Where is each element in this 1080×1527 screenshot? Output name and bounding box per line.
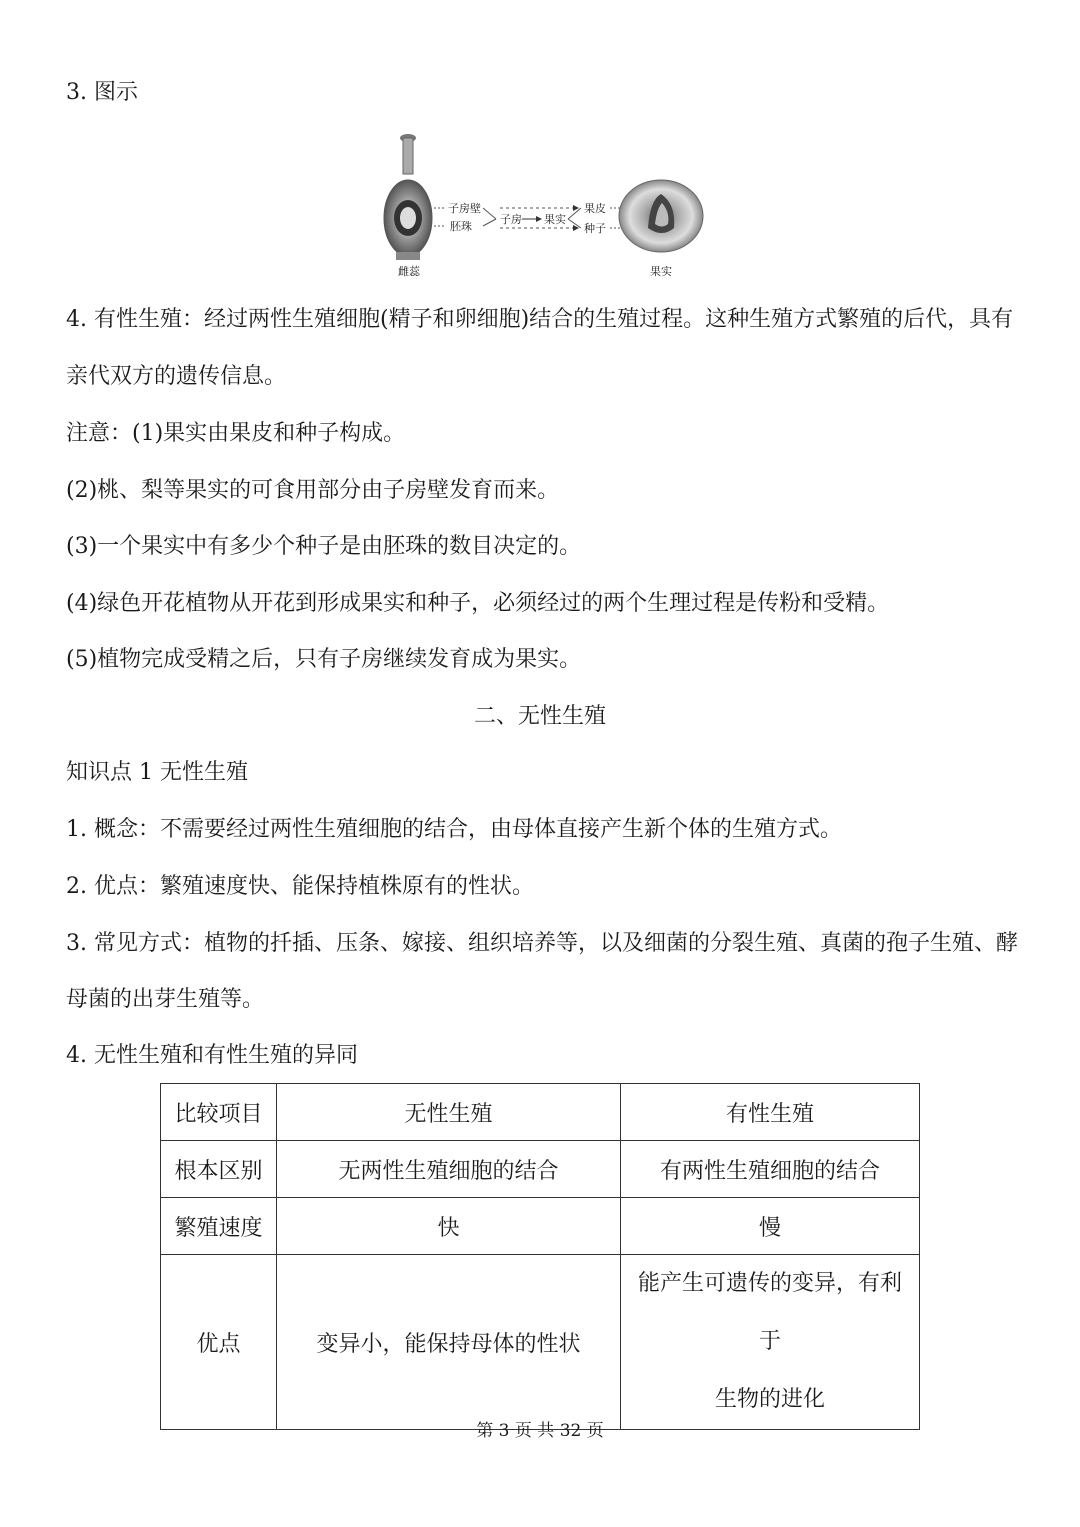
- table-cell: 无两性生殖细胞的结合: [277, 1141, 621, 1198]
- table-cell: 优点: [161, 1255, 277, 1430]
- note-3: (3)一个果实中有多少个种子是由胚珠的数目决定的。: [66, 534, 582, 559]
- item-3-title: 3. 图示: [66, 80, 138, 105]
- table-cell: 有两性生殖细胞的结合: [621, 1141, 920, 1198]
- label-pericarp: 果皮: [584, 202, 606, 215]
- table-header-cell: 有性生殖: [621, 1084, 920, 1141]
- label-ovary-wall: 子房壁: [448, 202, 481, 215]
- table-header-cell: 比较项目: [161, 1084, 277, 1141]
- note-5: (5)植物完成受精之后，只有子房继续发育成为果实。: [66, 647, 582, 672]
- table-cell-line: 能产生可遗传的变异，有利于: [637, 1271, 902, 1354]
- label-ovary: 子房: [500, 213, 522, 226]
- label-seed: 种子: [584, 222, 606, 235]
- table-row: [161, 1198, 920, 1255]
- table-cell: 根本区别: [161, 1141, 277, 1198]
- table-cell-line: 生物的进化: [714, 1387, 825, 1412]
- point-3-line-2: 母菌的出芽生殖等。: [66, 987, 265, 1012]
- table-cell: [621, 1255, 920, 1430]
- label-pistil: 雌蕊: [398, 265, 420, 278]
- point-1-concept: 1. 概念：不需要经过两性生殖细胞的结合，由母体直接产生新个体的生殖方式。: [66, 817, 842, 842]
- table-header-row: [161, 1084, 920, 1141]
- pistil-to-fruit-diagram: [378, 128, 708, 280]
- table-row: [161, 1141, 920, 1198]
- fruit-figure: [619, 180, 703, 252]
- item-4-line-1: 4. 有性生殖：经过两性生殖细胞(精子和卵细胞)结合的生殖过程。这种生殖方式繁殖的后代，具有: [66, 307, 1014, 332]
- table-cell: 繁殖速度: [161, 1198, 277, 1255]
- table-row: [161, 1255, 920, 1430]
- point-3-line-1: 3. 常见方式：植物的扦插、压条、嫁接、组织培养等，以及细菌的分裂生殖、真菌的孢子生殖、酵: [66, 931, 1018, 956]
- table-cell: 变异小，能保持母体的性状: [277, 1255, 621, 1430]
- pistil-figure: [384, 134, 432, 260]
- point-2-advantage: 2. 优点：繁殖速度快、能保持植株原有的性状。: [66, 874, 534, 899]
- label-fruit: 果实: [650, 265, 672, 278]
- knowledge-point-1: 知识点 1 无性生殖: [66, 760, 248, 785]
- section-heading: 二、无性生殖: [473, 704, 606, 729]
- label-ovule: 胚珠: [450, 220, 472, 233]
- note-2: (2)桃、梨等果实的可食用部分由子房壁发育而来。: [66, 478, 560, 503]
- page-footer: 第 3 页 共 32 页: [476, 1421, 604, 1441]
- item-4-line-2: 亲代双方的遗传信息。: [66, 364, 287, 389]
- table-header-cell: 无性生殖: [277, 1084, 621, 1141]
- note-4: (4)绿色开花植物从开花到形成果实和种子，必须经过的两个生理过程是传粉和受精。: [66, 591, 890, 616]
- table-cell: 快: [277, 1198, 621, 1255]
- comparison-table: [160, 1083, 920, 1430]
- point-4-title: 4. 无性生殖和有性生殖的异同: [66, 1043, 358, 1068]
- table-cell: 慢: [621, 1198, 920, 1255]
- note-1: 注意：(1)果实由果皮和种子构成。: [66, 421, 406, 446]
- label-fruit-mid: 果实: [544, 213, 566, 226]
